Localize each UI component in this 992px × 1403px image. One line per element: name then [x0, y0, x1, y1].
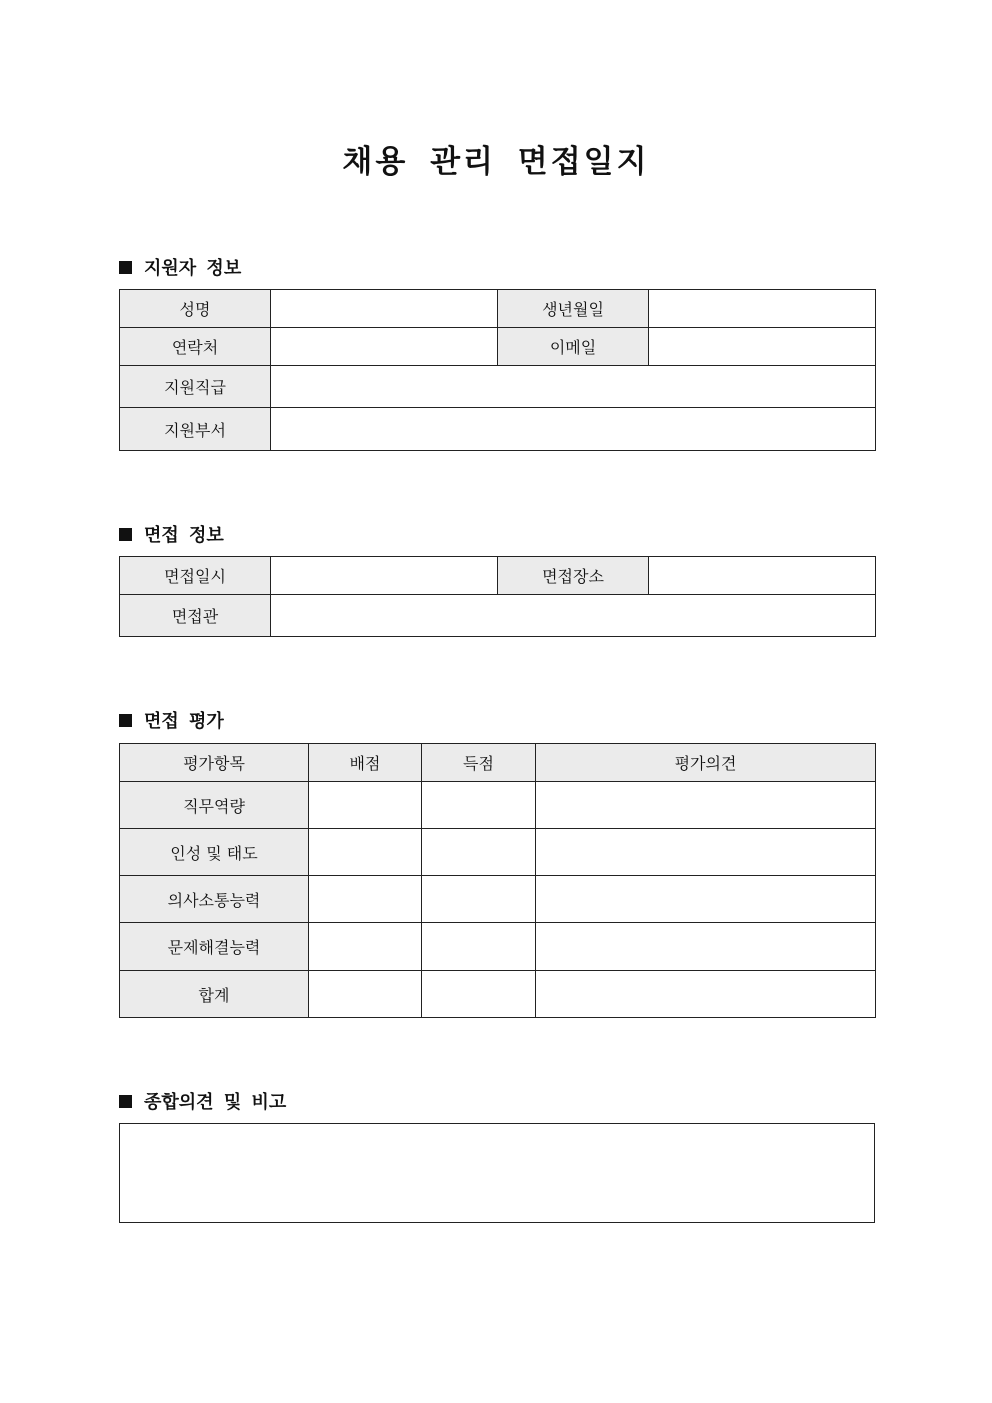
table-row — [120, 876, 876, 923]
opinion-cell[interactable] — [536, 971, 876, 1018]
remarks-heading-text: 종합의견 및 비고 — [144, 1092, 287, 1113]
contact-label: 연락처 — [120, 328, 271, 366]
applicant-heading-text: 지원자 정보 — [144, 258, 242, 279]
column-header-max-score: 배점 — [309, 744, 422, 782]
position-field[interactable] — [271, 366, 876, 408]
interview-place-field[interactable] — [649, 557, 876, 595]
score-cell[interactable] — [422, 923, 536, 971]
birth-date-label: 생년월일 — [498, 290, 649, 328]
score-cell[interactable] — [422, 971, 536, 1018]
column-header-item: 평가항목 — [120, 744, 309, 782]
table-row — [120, 829, 876, 876]
department-label: 지원부서 — [120, 408, 271, 451]
max-score-cell[interactable] — [309, 782, 422, 829]
score-cell[interactable] — [422, 829, 536, 876]
remarks-section-heading — [119, 1088, 286, 1114]
applicant-info-table — [119, 289, 876, 451]
table-row — [120, 971, 876, 1018]
interview-info-table — [119, 556, 876, 637]
interview-heading-text: 면접 정보 — [144, 525, 224, 546]
contact-field[interactable] — [271, 328, 498, 366]
name-label: 성명 — [120, 290, 271, 328]
row-label-job-competency: 직무역량 — [120, 782, 309, 829]
table-row — [120, 408, 876, 451]
max-score-cell[interactable] — [309, 971, 422, 1018]
email-field[interactable] — [649, 328, 876, 366]
score-cell[interactable] — [422, 782, 536, 829]
evaluation-heading-text: 면접 평가 — [144, 711, 224, 732]
square-bullet-icon — [119, 528, 132, 541]
opinion-cell[interactable] — [536, 782, 876, 829]
opinion-cell[interactable] — [536, 876, 876, 923]
max-score-cell[interactable] — [309, 829, 422, 876]
column-header-score: 득점 — [422, 744, 536, 782]
interview-section-heading — [119, 521, 224, 547]
score-cell[interactable] — [422, 876, 536, 923]
page-title: 채용 관리 면접일지 — [342, 144, 650, 180]
row-label-attitude: 인성 및 태도 — [120, 829, 309, 876]
table-row — [120, 782, 876, 829]
position-label: 지원직급 — [120, 366, 271, 408]
name-field[interactable] — [271, 290, 498, 328]
applicant-section-heading — [119, 254, 241, 280]
interview-datetime-label: 면접일시 — [120, 557, 271, 595]
square-bullet-icon — [119, 261, 132, 274]
table-row — [120, 595, 876, 637]
row-label-total: 합계 — [120, 971, 309, 1018]
table-header-row — [120, 744, 876, 782]
max-score-cell[interactable] — [309, 876, 422, 923]
table-row — [120, 366, 876, 408]
row-label-communication: 의사소통능력 — [120, 876, 309, 923]
square-bullet-icon — [119, 714, 132, 727]
column-header-opinion: 평가의견 — [536, 744, 876, 782]
table-row — [120, 923, 876, 971]
evaluation-section-heading — [119, 707, 224, 733]
birth-date-field[interactable] — [649, 290, 876, 328]
opinion-cell[interactable] — [536, 923, 876, 971]
table-row — [120, 328, 876, 366]
square-bullet-icon — [119, 1095, 132, 1108]
table-row — [120, 290, 876, 328]
table-row — [120, 557, 876, 595]
interview-datetime-field[interactable] — [271, 557, 498, 595]
interviewer-label: 면접관 — [120, 595, 271, 637]
max-score-cell[interactable] — [309, 923, 422, 971]
opinion-cell[interactable] — [536, 829, 876, 876]
email-label: 이메일 — [498, 328, 649, 366]
remarks-box[interactable] — [119, 1123, 875, 1223]
evaluation-table — [119, 743, 876, 1018]
row-label-problem-solving: 문제해결능력 — [120, 923, 309, 971]
interviewer-field[interactable] — [271, 595, 876, 637]
department-field[interactable] — [271, 408, 876, 451]
interview-place-label: 면접장소 — [498, 557, 649, 595]
